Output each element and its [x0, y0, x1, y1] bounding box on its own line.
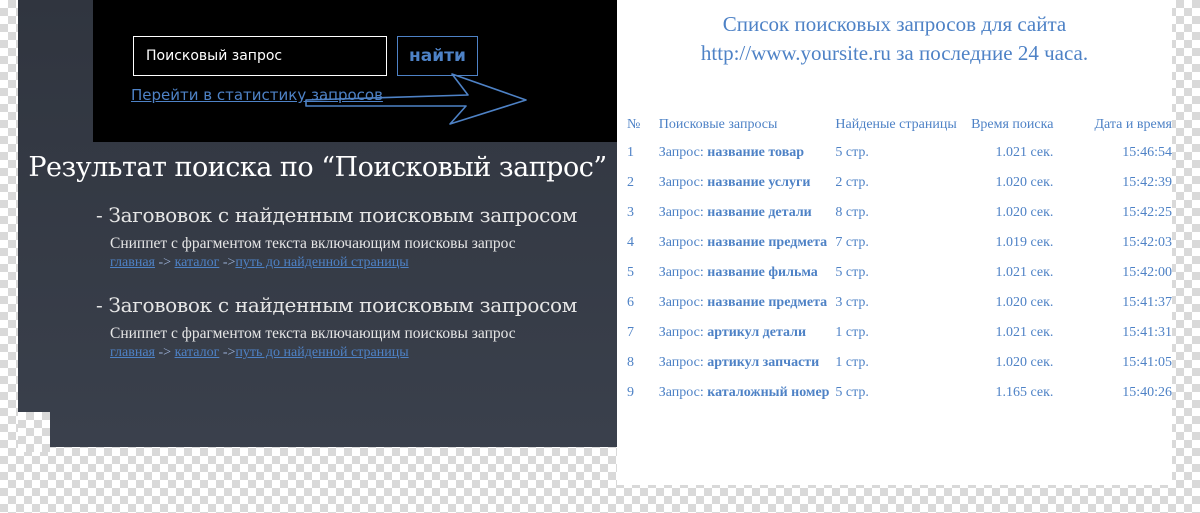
- row-date: 15:42:03: [1122, 235, 1172, 250]
- stats-link[interactable]: Перейти в статистику запросов: [131, 86, 383, 104]
- query-text: артикул детали: [707, 325, 807, 340]
- query-prefix: Запрос:: [658, 295, 708, 310]
- row-pages: 1 стр.: [835, 325, 869, 340]
- row-query: [659, 228, 836, 258]
- row-number: 7: [627, 325, 634, 340]
- row-date: 15:41:37: [1122, 295, 1172, 310]
- row-time: 1.020 сек.: [995, 295, 1054, 310]
- row-pages: 5 стр.: [835, 385, 869, 400]
- row-pages: 5 стр.: [835, 145, 869, 160]
- row-time: 1.020 сек.: [995, 175, 1054, 190]
- row-time: 1.019 сек.: [995, 235, 1054, 250]
- table-row: [627, 258, 1172, 288]
- breadcrumb: [96, 255, 577, 271]
- table-row: [627, 318, 1172, 348]
- query-prefix: Запрос:: [658, 265, 708, 280]
- row-query: [659, 258, 836, 288]
- query-text: название предмета: [707, 295, 828, 310]
- table-row: [627, 288, 1172, 318]
- row-number: 1: [627, 145, 634, 160]
- table-header-row: [627, 112, 1172, 138]
- row-number: 8: [627, 355, 634, 370]
- stats-title: [617, 10, 1172, 68]
- table-row: [627, 198, 1172, 228]
- table-row: [627, 378, 1172, 408]
- search-result: [96, 203, 577, 271]
- breadcrumb-separator: ->: [155, 255, 175, 270]
- query-prefix: Запрос:: [658, 175, 708, 190]
- query-text: название услуги: [707, 175, 811, 190]
- row-time: 1.021 сек.: [995, 325, 1054, 340]
- row-query: [659, 318, 836, 348]
- stats-title-line1: Список поисковых запросов для сайта: [722, 12, 1067, 36]
- row-pages: 8 стр.: [835, 205, 869, 220]
- breadcrumb-home-link[interactable]: главная: [110, 255, 155, 270]
- query-text: название детали: [707, 205, 812, 220]
- query-text: каталожный номер: [707, 385, 830, 400]
- query-prefix: Запрос:: [658, 385, 708, 400]
- row-date: 15:40:26: [1122, 385, 1172, 400]
- row-date: 15:42:25: [1122, 205, 1172, 220]
- row-time: 1.020 сек.: [995, 205, 1054, 220]
- query-prefix: Запрос:: [658, 325, 708, 340]
- query-text: название фильма: [707, 265, 818, 280]
- breadcrumb-separator: ->: [219, 345, 236, 360]
- stats-title-line2: http://www.yoursite.ru за последние 24 часа.: [700, 41, 1089, 65]
- result-snippet: Сниппет с фрагментом текста включающим поисковы запрос: [110, 235, 516, 252]
- col-header-time: Время поиска: [971, 117, 1054, 132]
- col-header-pages: Найденые страницы: [835, 117, 957, 132]
- row-pages: 5 стр.: [835, 265, 869, 280]
- breadcrumb-page-link[interactable]: путь до найденной страницы: [235, 345, 409, 360]
- row-query: [659, 198, 836, 228]
- table-row: [627, 348, 1172, 378]
- breadcrumb: [96, 345, 577, 361]
- result-heading[interactable]: - Загововок с найденным поисковым запросом: [96, 293, 578, 317]
- row-query: [659, 288, 836, 318]
- row-date: 15:46:54: [1122, 145, 1172, 160]
- row-date: 15:41:31: [1122, 325, 1172, 340]
- row-pages: 2 стр.: [835, 175, 869, 190]
- row-time: 1.021 сек.: [995, 265, 1054, 280]
- col-header-date: Дата и время: [1094, 117, 1172, 132]
- table-row: [627, 228, 1172, 258]
- table-body: [627, 138, 1172, 408]
- query-prefix: Запрос:: [658, 145, 708, 160]
- query-text: название товар: [707, 145, 805, 160]
- search-result: [96, 293, 577, 361]
- row-number: 4: [627, 235, 634, 250]
- row-number: 2: [627, 175, 634, 190]
- breadcrumb-catalog-link[interactable]: каталог: [174, 255, 220, 270]
- row-date: 15:42:00: [1122, 265, 1172, 280]
- result-snippet: Сниппет с фрагментом текста включающим поисковы запрос: [110, 325, 516, 342]
- query-prefix: Запрос:: [658, 235, 708, 250]
- query-prefix: Запрос:: [658, 355, 708, 370]
- col-header-num: №: [627, 117, 641, 132]
- row-pages: 3 стр.: [835, 295, 869, 310]
- breadcrumb-home-link[interactable]: главная: [110, 345, 155, 360]
- query-prefix: Запрос:: [658, 205, 708, 220]
- query-text: название предмета: [707, 235, 828, 250]
- transparent-corner: [18, 412, 50, 452]
- row-pages: 1 стр.: [835, 355, 869, 370]
- row-query: [659, 348, 836, 378]
- breadcrumb-page-link[interactable]: путь до найденной страницы: [235, 255, 409, 270]
- breadcrumb-separator: ->: [155, 345, 175, 360]
- row-query: [659, 138, 836, 168]
- row-number: 6: [627, 295, 634, 310]
- row-pages: 7 стр.: [835, 235, 869, 250]
- query-text: артикул запчасти: [707, 355, 820, 370]
- row-time: 1.165 сек.: [995, 385, 1054, 400]
- breadcrumb-separator: ->: [219, 255, 236, 270]
- breadcrumb-catalog-link[interactable]: каталог: [174, 345, 220, 360]
- row-time: 1.020 сек.: [995, 355, 1054, 370]
- table-row: [627, 138, 1172, 168]
- row-number: 5: [627, 265, 634, 280]
- table-row: [627, 168, 1172, 198]
- search-button[interactable]: найти: [397, 36, 478, 76]
- row-date: 15:42:39: [1122, 175, 1172, 190]
- col-header-query: Поисковые запросы: [658, 117, 778, 132]
- query-stats-table: [627, 112, 1172, 408]
- result-heading[interactable]: - Загововок с найденным поисковым запросом: [96, 203, 578, 227]
- arrow-right-icon: [300, 64, 530, 130]
- row-number: 9: [627, 385, 634, 400]
- row-query: [659, 378, 836, 408]
- results-title: Результат поиска по “Поисковый запрос”: [28, 152, 607, 183]
- row-number: 3: [627, 205, 634, 220]
- row-time: 1.021 сек.: [995, 145, 1054, 160]
- search-results-panel: [18, 0, 617, 447]
- row-date: 15:41:05: [1122, 355, 1172, 370]
- query-stats-panel: [617, 0, 1172, 485]
- row-query: [659, 168, 836, 198]
